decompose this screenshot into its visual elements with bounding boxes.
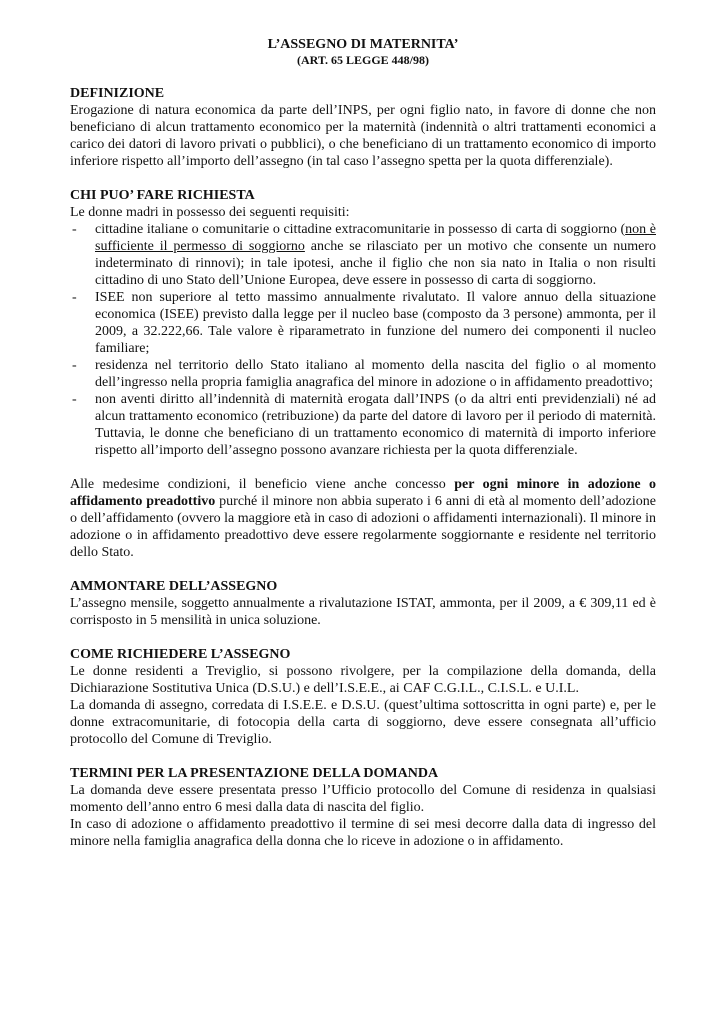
adozione-paragraph [70, 476, 656, 561]
bullet-dash: - [72, 392, 77, 407]
section-come-richiedere [70, 646, 656, 748]
termini-heading: TERMINI PER LA PRESENTAZIONE DELLA DOMANDA [70, 766, 439, 781]
ammontare-heading: AMMONTARE DELL’ASSEGNO [70, 579, 278, 594]
adozione-bold: per ogni minore in adozione o affidamento preadottivo [70, 477, 656, 509]
document-title: L’ASSEGNO DI MATERNITA’ [267, 37, 459, 52]
section-termini [70, 765, 656, 850]
come-paragraph-1: Le donne residenti a Treviglio, si possono rivolgere, per la compilazione della domanda, della Dichiarazione Sostitutiva Unica (D.S.U.) e dell’I.S.E.E., ai CAF C.G.I.L., C.I.S.L. e U.I.L. [70, 664, 656, 696]
section-definizione [70, 85, 656, 170]
come-heading: COME RICHIEDERE L’ASSEGNO [70, 647, 291, 662]
list-item [70, 221, 656, 289]
requirement-1-underlined: non è sufficiente il permesso di soggiorno [95, 222, 656, 254]
chi-puo-heading: CHI PUO’ FARE RICHIESTA [70, 188, 255, 203]
list-item [70, 289, 656, 357]
requirement-1-text: cittadine italiane o comunitarie o cittadine extracomunitarie in possesso di carta di soggiorno ( [95, 222, 626, 237]
definizione-text: Erogazione di natura economica da parte dell’INPS, per ogni figlio nato, in favore di donne che non beneficiano di alcun trattamento economico per la maternità (indennità o altri trattamenti economici a carico dei datori di lavoro privati o pubblici), o che beneficiano di un trattamento economico di importo inferiore rispetto all’importo dell’assegno (in tal caso l’assegno spetta per la quota differenziale). [70, 103, 656, 169]
bullet-dash: - [72, 358, 77, 373]
come-paragraph-2: La domanda di assegno, corredata di I.S.E.E. e D.S.U. (quest’ultima sottoscritta in ogni parte) e, per le donne extracomunitarie, di fotocopia della carta di soggiorno, deve essere consegnata all’ufficio protocollo del Comune di Treviglio. [70, 698, 656, 747]
section-chi-puo [70, 187, 656, 561]
bullet-dash: - [72, 290, 77, 305]
requirement-1-text-cont: anche se rilasciato per un motivo che consente un numero indeterminato di rinnovi); in tale ipotesi, anche il figlio che non sia nato in Italia o non risulti cittadino di uno Stato dell’Unione Europea, deve essere in possesso di carta di soggiorno. [95, 239, 656, 288]
document-page [70, 36, 656, 850]
ammontare-text: L’assegno mensile, soggetto annualmente a rivalutazione ISTAT, ammonta, per il 2009, a € 309,11 ed è corrisposto in 5 mensilità in unica soluzione. [70, 596, 656, 628]
section-ammontare [70, 578, 656, 629]
list-item [70, 391, 656, 459]
chi-puo-intro: Le donne madri in possesso dei seguenti requisiti: [70, 205, 350, 220]
requirement-2-text: ISEE non superiore al tetto massimo annualmente rivalutato. Il valore annuo della situazione economica (ISEE) previsto dalla legge per il nucleo base (composto da 3 persone) ammonta, per il 2009, a 32.222,66. Tale valore è riparametrato in funzione del numero dei componenti il nucleo familiare; [95, 290, 656, 356]
document-subtitle: (ART. 65 LEGGE 448/98) [296, 53, 430, 67]
adozione-text: Alle medesime condizioni, il beneficio viene anche concesso [70, 477, 455, 492]
bullet-dash: - [72, 222, 77, 237]
termini-paragraph-1: La domanda deve essere presentata presso l’Ufficio protocollo del Comune di residenza in qualsiasi momento dell’anno entro 6 mesi dalla data di nascita del figlio. [70, 783, 656, 815]
requirements-list [70, 221, 656, 459]
list-item [70, 357, 656, 391]
termini-paragraph-2: In caso di adozione o affidamento preadottivo il termine di sei mesi decorre dalla data di ingresso del minore nella famiglia anagrafica della donna che lo riceve in adozione o in affidamento. [70, 817, 656, 849]
adozione-text-cont: purché il minore non abbia superato i 6 anni di età al momento dell’adozione o dell’affidamento (ovvero la maggiore età in caso di adozioni o affidamenti internazionali). Il minore in adozione o in affidamento preadottivo deve essere regolarmente soggiornante e residente nel territorio dello Stato. [70, 494, 656, 560]
requirement-4-text: non aventi diritto all’indennità di maternità erogata dall’INPS (o da altri enti previdenziali) né ad alcun trattamento economico (retribuzione) da parte del datore di lavoro per il periodo di maternità. Tuttavia, le donne che beneficiano di un trattamento economico di maternità di importo inferiore rispetto all’importo dell’assegno possono avanzare richiesta per la quota differenziale. [95, 392, 656, 458]
requirement-3-text: residenza nel territorio dello Stato italiano al momento della nascita del figlio o al momento dell’ingresso nella propria famiglia anagrafica del minore in adozione o in affidamento preadottivo; [95, 358, 656, 390]
definizione-heading: DEFINIZIONE [70, 86, 165, 101]
